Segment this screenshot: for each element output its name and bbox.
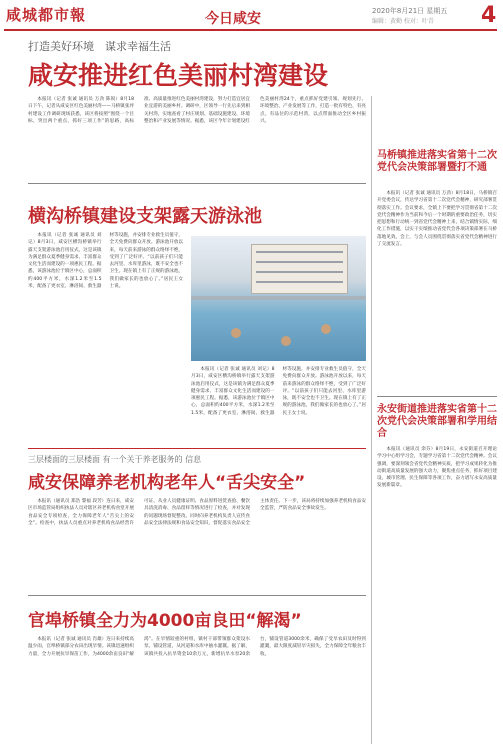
- article1-kicker: 打造美好环境 谋求幸福生活: [28, 40, 171, 53]
- article3-kicker: 三层楼面的三层楼面 有一个关于养老服务的 信息: [28, 455, 202, 464]
- pool-railing: [191, 296, 366, 300]
- section-title: 今日咸安: [205, 11, 261, 27]
- article4-body: 本报讯（记者 张诚 通讯员 肖雄）连日来持续高温少雨，官埠桥镇部分农田出现旱情。该镇迅速组织力量，全力开展抗旱保苗工作，为4000余亩良田“解渴”。在旱情较重的村组，镇村干部带领群众架设水泵、铺设管道，从河道和水库中抽水灌溉。据了解，该镇共投入抗旱资金10余万元，新增抗旱水泵20余台，铺设管道3000余米，确保了受旱农田及时得到灌溉，最大限度减轻旱灾损失，全力保障全年粮食丰收。: [28, 637, 366, 657]
- sidebar1-body: 本报讯（记者 张诚 通讯员 万劲）8月18日，马桥镇召开党委会议，传达学习省第十二次党代会精神，研究部署贯彻落实工作。会议要求，全镇上下要把学习贯彻省第十二次党代会精神作为当前和今后一个时期的重要政治任务，切实把思想和行动统一到省党代会精神上来，结合镇情实际，细化工作措施，以实干实绩推动省党代会各项决策部署在马桥落地见效。会上，与会人员围绕贯彻落实省党代会精神进行了交流发言。: [377, 191, 497, 248]
- swimmer-figure: [321, 324, 331, 334]
- article1-body: 本报讯（记者 张诚 通讯员 万劲 陈锐）8月18日下午，记者从咸安区红色美丽村湾——马桥镇张坪村建设工作调研现场获悉，该区将按照“围绕一个目标、突出两个重点、抓好三项工作”的思路，高标准、高质量推进红色美丽村湾建设，努力打造宜居宜业宜游的美丽乡村。调研中，区领导一行先后来到相关村湾，实地查看了村庄规划、基础设施建设、环境整治和产业发展等情况。据悉，该区今年计划建设红色美丽村湾24个，重点抓好党建引领、规划先行、环境整治、产业发展等工作，打造一批有特色、有亮点、有品位的示范村湾，以点带面推动全区乡村振兴。: [28, 97, 366, 124]
- article2-headline: 横沟桥镇建设支架露天游泳池: [28, 206, 262, 227]
- issue-date: 2020年8月21日 星期五: [372, 7, 448, 15]
- swimmer-figure: [231, 328, 241, 338]
- sidebar-divider: [371, 96, 372, 744]
- article-divider: [28, 448, 366, 449]
- article1-headline: 咸安推进红色美丽村湾建设: [28, 61, 329, 90]
- sidebar2-headline: 永安街道推进落实省第十二次党代会决策部署和学用结合: [377, 404, 497, 439]
- article3-headline: 咸安保障养老机构老年人“舌尖安全”: [28, 473, 306, 493]
- article2-body: 本报讯（记者 张诚 通讯员 刘记）8月3日，咸安区横沟桥镇举行露天支架游泳池启用仪式，这是该镇为满足群众夏季健身需求、丰富群众文化生活而建设的一项惠民工程。据悉，该游泳池位于镇区中心，总面积约400平方米，水深1.2米至1.5米，配备了更衣室、淋浴间、救生器材等设施，并安排专业救生员值守，全天免费向群众开放。游泳池开放以来，每天前来游泳的群众络绎不绝，受到了广泛好评。“以前孩子们只能去河里、水库里游泳，既不安全也不卫生。现在镇上有了正规的游泳池，我们做家长的也放心了。”居民王女士说。: [28, 233, 183, 290]
- article4-headline: 官埠桥镇全力为4000亩良田“解渴”: [28, 611, 302, 631]
- masthead-rule: [4, 29, 497, 31]
- article2-body-continued: 本报讯（记者 张诚 通讯员 刘记）8月3日，咸安区横沟桥镇举行露天支架游泳池启用仪式，这是该镇为满足群众夏季健身需求、丰富群众文化生活而建设的一项惠民工程。据悉，该游泳池位于镇区中心，总面积约400平方米，水深1.2米至1.5米，配备了更衣室、淋浴间、救生器材等设施，并安排专业救生员值守，全天免费向群众开放。游泳池开放以来，每天前来游泳的群众络绎不绝，受到了广泛好评。“以前孩子们只能去河里、水库里游泳，既不安全也不卫生。现在镇上有了正规的游泳池，我们做家长的也放心了。”居民王女士说。: [191, 367, 366, 416]
- sidebar2-body: 本报讯（通讯员 余芬）8月19日，永安街道召开理论学习中心组学习会，专题学习省第十二次党代会精神。会议强调，要深刻领会省党代会精神实质，把学习成果转化为推动街道高质量发展的强大动力，聚焦重点任务，抓好项目建设、城市管理、民生保障等各项工作，奋力谱写永安高质量发展新篇章。: [377, 447, 497, 489]
- article3-body: 本报讯（通讯员 郑浩 黎福 段芳）连日来，咸安区市场监管局组织执法人员对辖区养老机构食堂开展食品安全专项检查，全力保障老年人“舌尖上的安全”。检查中，执法人员重点对养老机构食品经营许可证、从业人员健康证明、食品原料进货查验、餐饮具清洗消毒、食品留样等情况进行了检查，并对发现的问题现场督促整改。同时向养老机构负责人宣传食品安全法律法规和食品安全知识，督促落实食品安全主体责任。下一步，该局将持续加强养老机构食品安全监管，严防食品安全事故发生。: [28, 499, 366, 526]
- sidebar1-headline: 马桥镇推进落实省第十二次党代会决策部署暨打不通: [377, 150, 497, 173]
- page-number: 4: [481, 3, 497, 28]
- article-divider: [28, 595, 366, 596]
- masthead-logo: 咸城都市報: [6, 6, 87, 24]
- building-shape: [251, 244, 348, 294]
- swimmer-figure: [281, 336, 291, 346]
- swimming-pool-photo: [191, 236, 366, 361]
- sidebar-divider-line: [377, 396, 497, 397]
- article-divider: [28, 183, 366, 184]
- editor-credit: 编辑：黄勤 校对：叶青: [372, 18, 434, 25]
